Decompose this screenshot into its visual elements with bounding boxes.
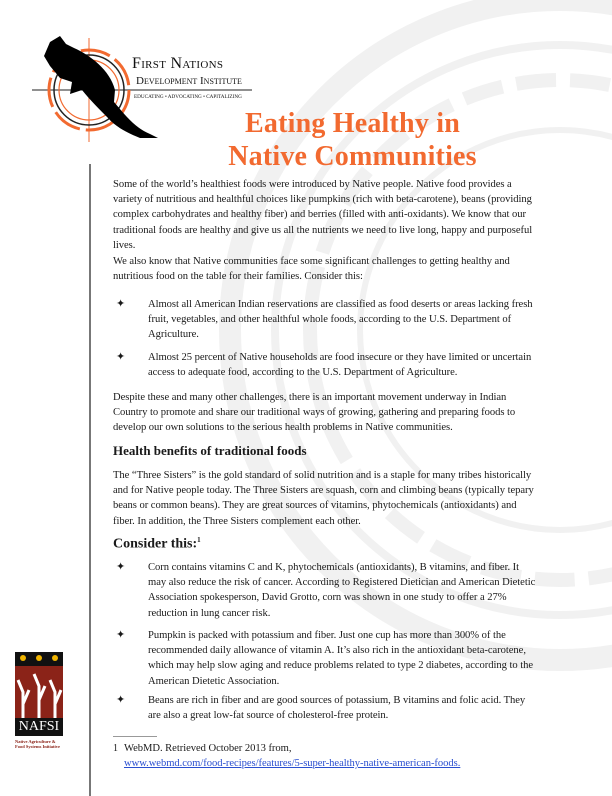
health-paragraph <box>113 468 534 529</box>
text-line: may also reduce the risk of cancer. According to Registered Dietician and American Dietetic <box>148 577 536 589</box>
org-tagline: EDUCATING • ADVOCATING • CAPITALIZING <box>134 94 242 100</box>
bullet-icon: ✦ <box>116 561 126 573</box>
text-line: Despite these and many other challenges, there is an important movement underway in Indian <box>113 392 507 403</box>
nafsi-logo <box>15 652 63 752</box>
footnote-text: WebMD. Retrieved October 2013 from, <box>124 743 292 754</box>
text-line: beans or common beans). They are great sources of vitamins, phytochemicals (antioxidants) and <box>113 500 517 512</box>
nafsi-name-line: Food Systems Initiative <box>15 744 60 749</box>
text-line: Corn contains vitamins C and K, phytochemicals (antioxidants), B vitamins, and fiber. It <box>148 562 520 573</box>
bullet-item <box>148 297 533 343</box>
text-line: which may help slow aging and reduce problems related to type 2 diabetes, according to the <box>148 660 533 672</box>
text-line: complex carbohydrates and healthy fiber) and berries (filled with anti-oxidants). We know that our <box>113 209 526 221</box>
text-line: are also a great low-fat source of cholesterol-free protein. <box>148 710 389 722</box>
bullet-item-pumpkin <box>148 628 533 689</box>
text-line: Country to promote and share our traditional ways of growing, gathering and preparing foods to <box>113 407 516 419</box>
text-line: lives. <box>113 239 136 251</box>
nafsi-abbr: NAFSI <box>15 718 63 736</box>
nafsi-name-line: Native Agriculture & <box>15 739 56 744</box>
text-line: Beans are rich in fiber and are good sources of potassium, B vitamins and folic acid. They <box>148 695 526 706</box>
text-line: variety of nutritious and healthful choices like pumpkins (rich with beta-carotene), beans (providing <box>113 194 532 206</box>
bullet-item-corn <box>148 560 535 621</box>
org-name: First Nations <box>132 55 224 72</box>
footnote-reference[interactable]: 1 <box>197 536 201 544</box>
text-line: Pumpkin is packed with potassium and fiber. Just one cup has more than 300% of the <box>148 630 506 641</box>
section-heading-health: Health benefits of traditional foods <box>113 443 307 458</box>
text-line: reduction in lung cancer risk. <box>148 607 271 619</box>
text-line: access to adequate food, according to the U.S. Department of Agriculture. <box>148 367 458 379</box>
bullet-item-beans <box>148 693 525 723</box>
intro-paragraph-1 <box>113 177 532 253</box>
text-line: American Dietetic Association. <box>148 675 280 687</box>
nafsi-name <box>15 739 60 749</box>
heading-text: Consider this: <box>113 536 198 552</box>
bullet-icon: ✦ <box>116 351 126 363</box>
text-line: Some of the world’s healthiest foods were introduced by Native people. Native food provides a <box>113 179 512 190</box>
org-subtitle: Development Institute <box>136 75 242 87</box>
footnote-number: 1 <box>113 743 118 754</box>
text-line: Almost 25 percent of Native households are food insecure or they have limited or uncertain <box>148 352 532 363</box>
section-heading-consider <box>113 536 201 553</box>
intro-paragraph-3 <box>113 390 515 436</box>
text-line: traditional foods are healthy and give us all the nutrients we need to live long, happy and purposeful <box>113 224 533 236</box>
text-line: Agriculture. <box>148 329 199 341</box>
text-line: We also know that Native communities face some significant challenges to getting healthy and <box>113 256 510 267</box>
text-line: recommended daily allowance of vitamin A. It’s also rich in the antioxidant beta-carotene, <box>148 645 526 657</box>
vertical-divider <box>89 164 91 796</box>
text-line: develop our own solutions to the serious health problems in Native communities. <box>113 422 453 434</box>
bullet-icon: ✦ <box>116 298 126 310</box>
page-title-line-1: Eating Healthy in <box>245 108 460 139</box>
footnote-divider <box>113 736 157 737</box>
text-line: Association spokesperson, David Grotto, corn was shown in one study to offer a 27% <box>148 592 507 604</box>
text-line: Almost all American Indian reservations are classified as food deserts or areas lacking fresh <box>148 299 533 310</box>
intro-paragraph-2 <box>113 254 510 284</box>
bullet-icon: ✦ <box>116 629 126 641</box>
text-line: fiber. In addition, the Three Sisters complement each other. <box>113 515 361 527</box>
text-line: fruit, vegetables, and other healthful whole foods, according to the U.S. Department of <box>148 314 512 326</box>
footnote-link[interactable]: www.webmd.com/food-recipes/features/5-super-healthy-native-american-foods. <box>124 758 461 769</box>
bullet-item <box>148 350 531 380</box>
bullet-icon: ✦ <box>116 694 126 706</box>
text-line: and for Native people today. The Three Sisters are squash, corn and climbing beans (typically tepary <box>113 485 534 497</box>
text-line: The “Three Sisters” is the gold standard of solid nutrition and is a staple for many tribes historically <box>113 470 532 481</box>
page-title-line-2: Native Communities <box>228 141 477 172</box>
text-line: nutritious food on the table for their families. Consider this: <box>113 271 363 283</box>
